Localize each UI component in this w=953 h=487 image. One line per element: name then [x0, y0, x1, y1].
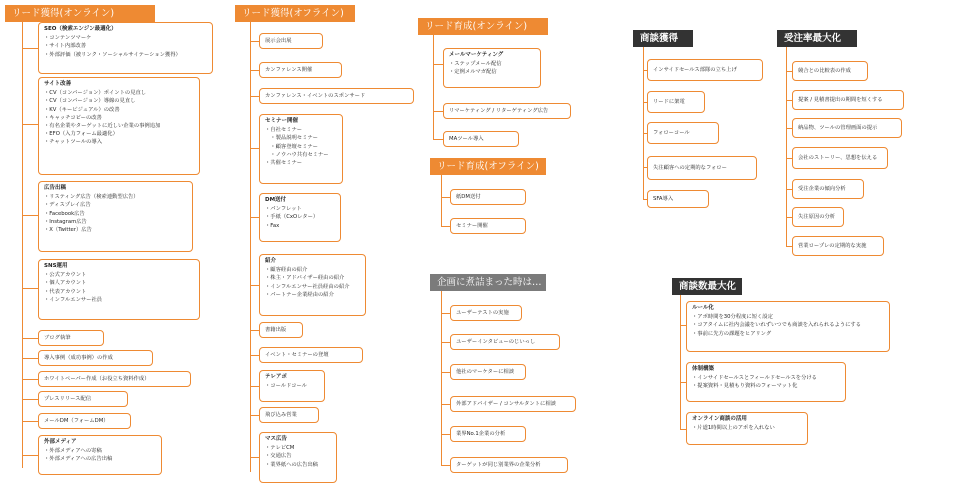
connector	[250, 457, 259, 458]
lost-follow-box: 失注顧客への定期的なフォロー	[647, 156, 757, 180]
list-item: ・有名企業やターゲットに近しい企業の事例追加	[44, 123, 161, 130]
list-item: ・リスティング広告（検索連動型広告）	[44, 194, 139, 201]
proposal-speed-box: 提案 / 見積書提出の期間を短くする	[792, 90, 904, 110]
expo-box: 展示会出展	[259, 33, 323, 49]
list-item: ・Fax	[265, 222, 280, 229]
inside-sales-box: インサイドセールス部隊の立ち上げ	[647, 59, 763, 81]
seminar-box	[259, 114, 343, 184]
org-box	[686, 362, 846, 402]
list-item: ・ステップメール配信	[449, 61, 502, 68]
company-story-box: 会社のストーリー、思想を伝える	[792, 147, 888, 169]
list-item: ・コールドコール	[265, 383, 307, 390]
external-media-box	[38, 435, 162, 475]
connector	[250, 355, 259, 356]
list-item: ・個人アカウント	[44, 280, 87, 287]
list-item: ・手紙（CxOレター）	[265, 214, 319, 221]
header-deal-maximize: 商談数最大化	[672, 278, 742, 295]
connector	[441, 197, 450, 198]
seo-title: SEO（検索エンジン最適化）	[44, 26, 117, 32]
seo-box	[38, 22, 213, 74]
list-item: ・外部評価（被リンク・ソーシャルサイテーション獲得）	[44, 51, 181, 58]
list-item: ・インサイドセールスとフィールドセールスを分ける	[692, 375, 817, 382]
rule-box	[686, 301, 890, 352]
ma-tool-box: MAツール導入	[443, 131, 519, 147]
seminar-title: セミナー開催	[265, 118, 299, 124]
mail-marketing-box	[443, 48, 541, 88]
event-speaker-box: イベント・セミナーの登壇	[259, 347, 363, 363]
list-item: ・株主・アドバイザー経由の紹介	[265, 275, 345, 282]
connector	[250, 386, 259, 387]
list-item: ・外部メディアへの寄稿	[44, 448, 102, 455]
list-item: ・ノウハウ共有セミナー	[265, 151, 329, 158]
site-title: サイト改善	[44, 81, 72, 87]
header-stuck: 企画に煮詰まった時は…	[430, 274, 546, 291]
list-item: ・顧客登壇セミナー	[265, 143, 318, 150]
lead-call-box: リードに架電	[647, 91, 705, 113]
list-item: ・共催セミナー	[265, 160, 303, 167]
deliverable-demo-box: 納品物、ツールの管理画面の提示	[792, 118, 902, 138]
list-item: ・インフルエンサー社員	[44, 296, 103, 303]
referral-box	[259, 254, 366, 316]
dm-box	[259, 193, 341, 242]
connector	[441, 291, 442, 465]
connector	[441, 175, 442, 226]
walk-in-box: 飛び込み営業	[259, 407, 319, 423]
list-item: ・製品説明セミナー	[265, 135, 318, 142]
list-item: ・キャッチコピーの改善	[44, 114, 102, 121]
connector	[250, 285, 259, 286]
list-item: ・パートナー企業経由の紹介	[265, 291, 334, 298]
press-release-box: プレスリリース配信	[38, 391, 128, 407]
connector	[250, 96, 259, 97]
mail-title: メールマーケティング	[449, 52, 504, 58]
sfa-box: SFA導入	[647, 190, 709, 208]
header-lead-offline: リード獲得(オフライン)	[235, 5, 355, 22]
user-test-box: ユーザーテストの実施	[450, 305, 522, 321]
media-title: 外部メディア	[44, 439, 77, 445]
advisor-consult-box: 外部アドバイザー / コンサルタントに相談	[450, 396, 576, 412]
nurture-seminar-box: セミナー開催	[450, 218, 526, 234]
list-item: ・KV（キービジュアル）の改善	[44, 106, 120, 113]
connector	[22, 379, 38, 380]
connector	[22, 288, 38, 289]
mail-dm-box: メールDM（フォームDM）	[38, 413, 131, 429]
header-lead-online: リード獲得(オンライン)	[5, 5, 155, 22]
list-item: ・インフルエンサー社員経由の紹介	[265, 283, 350, 290]
competitor-table-box: 競合との比較表の作成	[792, 61, 868, 81]
loss-analysis-box: 失注原因の分析	[792, 207, 844, 227]
sponsorship-box: カンファレンス・イベントのスポンサード	[259, 88, 414, 104]
list-item: ・業界紙への広告出稿	[265, 461, 318, 468]
connector	[250, 70, 259, 71]
list-item: ・コアタイムに社内会議をいれずいつでも商談を入れられるようにする	[692, 322, 862, 329]
teleapo-box	[259, 370, 325, 402]
list-item: ・提案資料・見積もり資料のフォーマット化	[692, 383, 798, 390]
org-title: 体制構築	[692, 366, 715, 372]
connector	[22, 358, 38, 359]
connector	[250, 22, 251, 472]
list-item: ・コンテンツマーケ	[44, 35, 92, 42]
connector	[433, 111, 443, 112]
connector	[680, 295, 681, 429]
connector	[22, 215, 38, 216]
list-item: ・CV（コンバージョン）導線の見直し	[44, 98, 136, 105]
connector	[441, 465, 450, 466]
win-analysis-box: 受注企業の傾向分析	[792, 179, 864, 199]
header-deal-acquisition: 商談獲得	[633, 30, 693, 47]
list-item: ・顧客経由の紹介	[265, 267, 308, 274]
user-interview-box: ユーザーインタビューのじいっし	[450, 334, 560, 350]
list-item: ・パンフレット	[265, 206, 302, 213]
connector	[441, 404, 450, 405]
connector	[250, 415, 259, 416]
list-item: ・公式アカウント	[44, 272, 87, 279]
connector	[441, 434, 450, 435]
industry-leader-box: 業界No.1企業の分析	[450, 426, 526, 442]
connector	[433, 64, 443, 65]
list-item: ・外部メディアへの広告出稿	[44, 456, 113, 463]
connector	[441, 342, 450, 343]
paper-dm-box: 紙DM送付	[450, 189, 526, 205]
sns-title: SNS運用	[44, 263, 68, 269]
connector	[250, 148, 259, 149]
list-item: ・CV（コンバージョン）ポイントの見直し	[44, 90, 147, 97]
connector	[441, 313, 450, 314]
online-title: オンライン商談の活用	[692, 416, 747, 422]
list-item: ・テレビCM	[265, 445, 295, 452]
header-nurture-online: リード育成(オンライン)	[418, 18, 548, 35]
connector	[250, 217, 259, 218]
header-win-rate: 受注率最大化	[777, 30, 857, 47]
conference-box: カンファレンス開催	[259, 62, 342, 78]
mass-ad-box	[259, 432, 337, 483]
connector	[433, 35, 434, 139]
connector	[22, 421, 38, 422]
connector	[22, 338, 38, 339]
dm-title: DM送付	[265, 197, 287, 203]
case-study-box: 導入事例（成功事例）の作成	[38, 350, 153, 366]
list-item: ・Instagram広告	[44, 218, 87, 225]
connector	[22, 48, 38, 49]
roleplay-box: 営業ロープレの定期的な実施	[792, 236, 884, 256]
list-item: ・代表アカウント	[44, 288, 87, 295]
sns-box	[38, 259, 200, 320]
ads-box	[38, 181, 193, 252]
mass-title: マス広告	[265, 436, 288, 442]
list-item: ・片道1時間以上のアポを入れない	[692, 425, 775, 432]
header-nurture-offline: リード育成(オフライン)	[430, 158, 546, 175]
list-item: ・定例メルマガ配信	[449, 69, 497, 76]
list-item: ・サイト内部改善	[44, 43, 87, 50]
list-item: ・EFO（入力フォーム最適化）	[44, 131, 118, 138]
list-item: ・自社セミナー	[265, 127, 303, 134]
connector	[433, 139, 443, 140]
follow-call-box: フォローコール	[647, 122, 719, 144]
list-item: ・アポ時間を30分程度に短く設定	[692, 314, 773, 321]
list-item: ・チャットツールの導入	[44, 139, 103, 146]
blog-box: ブログ執筆	[38, 330, 104, 346]
list-item: ・交通広告	[265, 453, 292, 460]
other-industry-box: ターゲットが同じ別業界の企業分析	[450, 457, 568, 473]
list-item: ・Facebook広告	[44, 210, 85, 217]
book-box: 書籍出版	[259, 322, 303, 338]
site-improvement-box	[38, 77, 200, 175]
rule-title: ルール化	[692, 305, 714, 311]
retargeting-box: リマーケティング / リターゲティング広告	[443, 103, 571, 119]
online-deal-box	[686, 412, 808, 445]
list-item: ・X（Twitter）広告	[44, 227, 92, 234]
teleapo-title: テレアポ	[265, 374, 287, 380]
list-item: ・ディスプレイ広告	[44, 202, 91, 209]
connector	[441, 372, 450, 373]
marketer-consult-box: 他社のマーケターに相談	[450, 364, 526, 380]
ads-title: 広告出稿	[44, 185, 67, 191]
connector	[22, 22, 23, 468]
connector	[22, 399, 38, 400]
connector	[22, 455, 38, 456]
list-item: ・事前に先方の課題をヒアリング	[692, 330, 772, 337]
connector	[250, 41, 259, 42]
referral-title: 紹介	[265, 258, 277, 264]
whitepaper-box: ホワイトペーパー作成（お役立ち資料作成）	[38, 371, 191, 387]
connector	[441, 226, 450, 227]
connector	[22, 124, 38, 125]
connector	[250, 330, 259, 331]
